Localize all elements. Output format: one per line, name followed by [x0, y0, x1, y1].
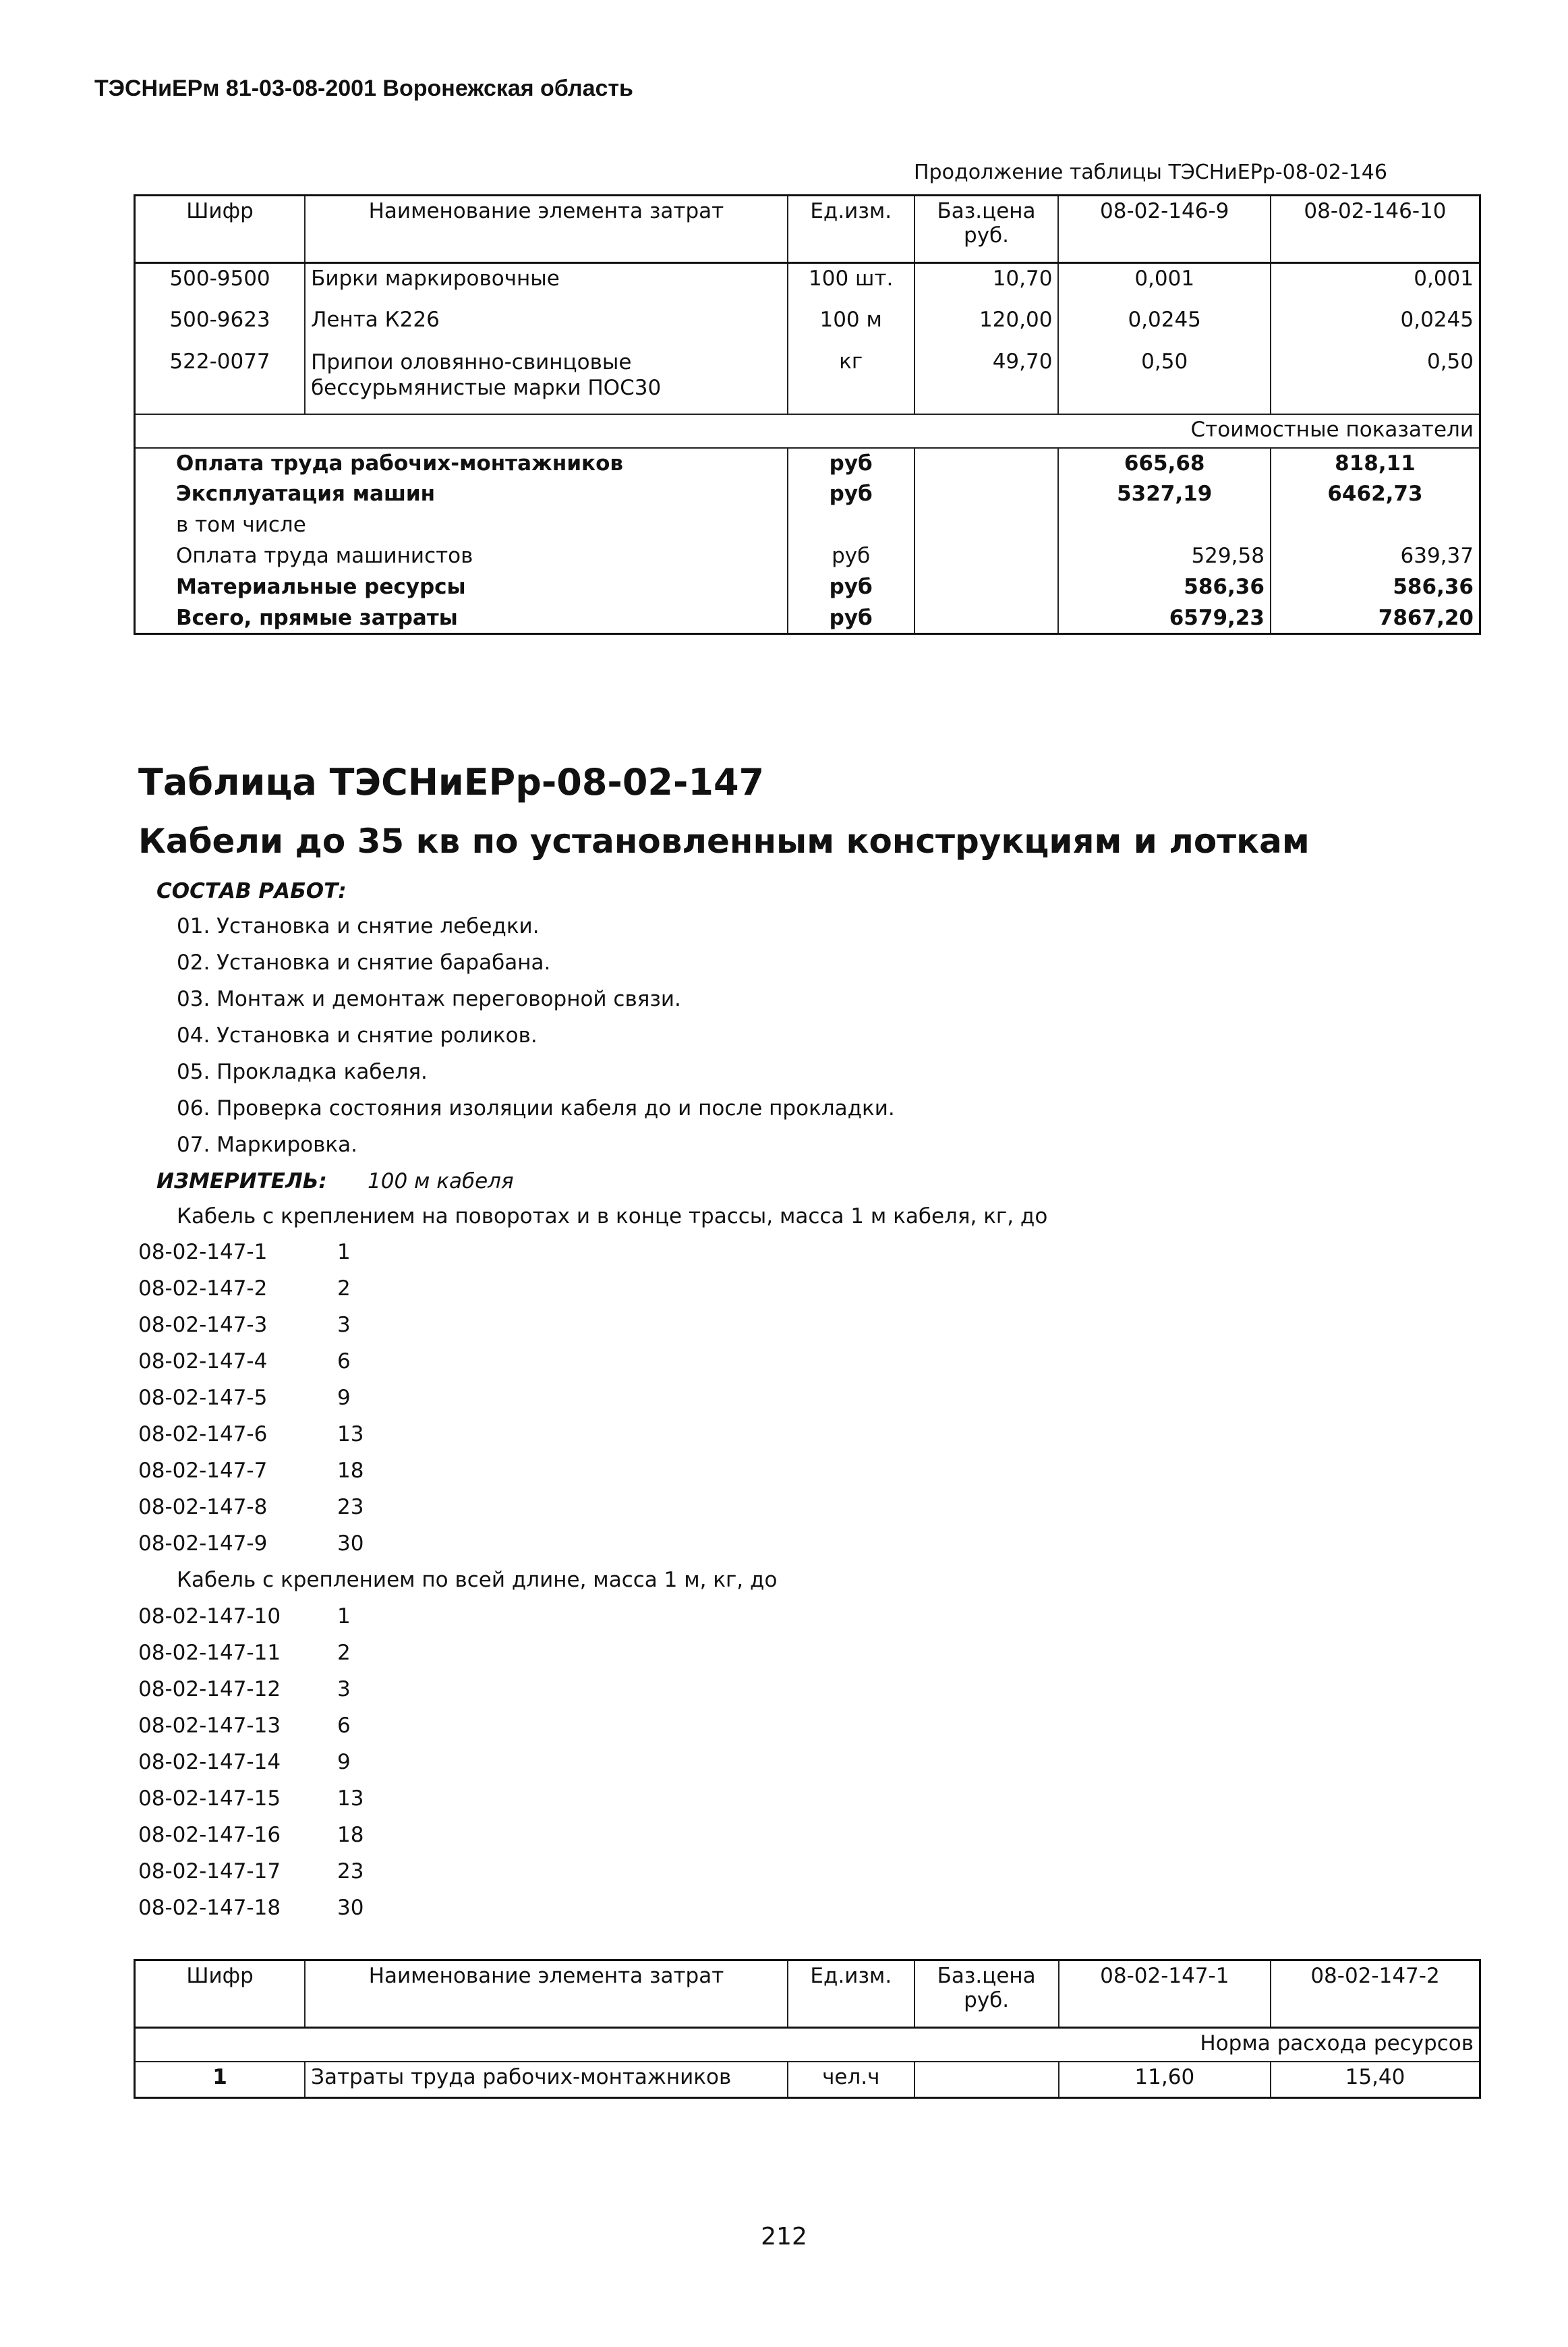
measure-label: ИЗМЕРИТЕЛЬ:: [156, 1169, 327, 1193]
cell-value: 0,001: [1271, 263, 1480, 305]
norm-code: 08-02-147-10: [138, 1604, 281, 1629]
col-header-code: Шифр: [135, 196, 306, 263]
cost-value: 665,68: [1058, 448, 1271, 479]
table-row: [135, 263, 1480, 305]
cell-code: 500-9500: [135, 263, 306, 305]
cost-unit: руб: [788, 448, 914, 479]
cost-value: 639,37: [1271, 541, 1480, 572]
cost-price-empty: [914, 541, 1059, 572]
work-item: 04. Установка и снятие роликов.: [177, 1023, 538, 1048]
norm-mass: 1: [337, 1240, 351, 1264]
norm-mass: 3: [337, 1313, 351, 1337]
work-item: 07. Маркировка.: [177, 1133, 357, 1157]
norm-code: 08-02-147-6: [138, 1422, 268, 1446]
cost-name: Оплата труда рабочих-монтажников: [135, 448, 788, 479]
cost-value: 529,58: [1058, 541, 1271, 572]
cost-row: [135, 572, 1480, 603]
work-item: 03. Монтаж и демонтаж переговорной связи.: [177, 987, 681, 1011]
page-number: 212: [761, 2223, 807, 2251]
norm-mass: 30: [337, 1531, 364, 1556]
norm-mass: 13: [337, 1786, 364, 1811]
norm-code: 08-02-147-18: [138, 1896, 281, 1920]
cost-name: Оплата труда машинистов: [135, 541, 788, 572]
cell-value: 0,0245: [1058, 305, 1271, 347]
measure-value: 100 м кабеля: [368, 1169, 514, 1193]
cost-value: 6579,23: [1058, 603, 1271, 634]
table-146-continuation: [134, 194, 1481, 635]
continuation-caption: Продолжение таблицы ТЭСНиЕРр-08-02-146: [914, 161, 1387, 184]
works-label: СОСТАВ РАБОТ:: [156, 879, 347, 903]
cell-value: 0,0245: [1271, 305, 1480, 347]
col-header-name: Наименование элемента затрат: [305, 196, 788, 263]
group2-description: Кабель с креплением по всей длине, масса 1 м, кг, до: [177, 1568, 778, 1592]
cost-value: 586,36: [1058, 572, 1271, 603]
cell-name: Затраты труда рабочих-монтажников: [305, 2062, 788, 2098]
norm-code: 08-02-147-15: [138, 1786, 281, 1811]
section-label-norm: Норма расхода ресурсов: [135, 2028, 1480, 2062]
cell-name: Припои оловянно-свинцовые бессурьмянистые марки ПОС30: [305, 347, 788, 414]
norm-mass: 9: [337, 1750, 351, 1774]
cost-name: Эксплуатация машин: [135, 479, 788, 510]
cost-value: 6462,73: [1271, 479, 1480, 510]
norm-code: 08-02-147-13: [138, 1714, 281, 1738]
cost-row: [135, 448, 1480, 479]
norm-mass: 6: [337, 1349, 351, 1374]
cost-unit: руб: [788, 541, 914, 572]
cost-price-empty: [914, 510, 1059, 541]
cell-price: 120,00: [914, 305, 1059, 347]
norm-mass: 23: [337, 1495, 364, 1519]
table-title: Таблица ТЭСНиЕРр-08-02-147: [138, 761, 765, 803]
cost-value: [1271, 510, 1480, 541]
cost-unit: [788, 510, 914, 541]
cost-row: [135, 541, 1480, 572]
table-row: [135, 2062, 1480, 2098]
norm-mass: 1: [337, 1604, 351, 1629]
norm-code: 08-02-147-11: [138, 1641, 281, 1665]
col-header-price: Баз.цена руб.: [914, 196, 1059, 263]
cell-value: 0,50: [1271, 347, 1480, 414]
table-subtitle: Кабели до 35 кв по установленным конструкциям и лоткам: [138, 822, 1310, 861]
norm-mass: 13: [337, 1422, 364, 1446]
cost-name: в том числе: [135, 510, 788, 541]
cost-name: Материальные ресурсы: [135, 572, 788, 603]
norm-mass: 6: [337, 1714, 351, 1738]
norm-mass: 30: [337, 1896, 364, 1920]
col-header-146-9: 08-02-146-9: [1058, 196, 1271, 263]
cost-value: 5327,19: [1058, 479, 1271, 510]
cost-row: [135, 510, 1480, 541]
norm-code: 08-02-147-7: [138, 1459, 268, 1483]
norm-code: 08-02-147-9: [138, 1531, 268, 1556]
norm-code: 08-02-147-1: [138, 1240, 268, 1264]
cell-code: 522-0077: [135, 347, 306, 414]
cell-value: 11,60: [1059, 2062, 1271, 2098]
norm-code: 08-02-147-16: [138, 1823, 281, 1847]
norm-mass: 3: [337, 1677, 351, 1701]
norm-code: 08-02-147-17: [138, 1859, 281, 1884]
table-row: [135, 305, 1480, 347]
cell-value: 0,001: [1058, 263, 1271, 305]
cost-price-empty: [914, 479, 1059, 510]
cell-unit: 100 шт.: [788, 263, 914, 305]
cost-price-empty: [914, 603, 1059, 634]
cell-price: 10,70: [914, 263, 1059, 305]
table-row: [135, 347, 1480, 414]
norm-code: 08-02-147-3: [138, 1313, 268, 1337]
work-item: 02. Установка и снятие барабана.: [177, 951, 551, 975]
norm-code: 08-02-147-5: [138, 1386, 268, 1410]
cost-value: 7867,20: [1271, 603, 1480, 634]
col-header-unit: Ед.изм.: [788, 1960, 914, 2028]
norm-code: 08-02-147-4: [138, 1349, 268, 1374]
norm-mass: 18: [337, 1459, 364, 1483]
cost-unit: руб: [788, 479, 914, 510]
cell-value: 0,50: [1058, 347, 1271, 414]
cost-price-empty: [914, 572, 1059, 603]
cell-unit: 100 м: [788, 305, 914, 347]
cell-code: 1: [135, 2062, 306, 2098]
cost-value: 818,11: [1271, 448, 1480, 479]
col-header-name: Наименование элемента затрат: [305, 1960, 788, 2028]
cost-unit: руб: [788, 603, 914, 634]
col-header-price: Баз.цена руб.: [914, 1960, 1059, 2028]
col-header-code: Шифр: [135, 1960, 306, 2028]
cell-name: Лента К226: [305, 305, 788, 347]
norm-code: 08-02-147-2: [138, 1276, 268, 1301]
cell-unit: кг: [788, 347, 914, 414]
norm-mass: 18: [337, 1823, 364, 1847]
cost-name: Всего, прямые затраты: [135, 603, 788, 634]
table-147-resources: [134, 1959, 1481, 2099]
norm-mass: 9: [337, 1386, 351, 1410]
cell-price: 49,70: [914, 347, 1059, 414]
col-header-147-2: 08-02-147-2: [1271, 1960, 1480, 2028]
cost-value: 586,36: [1271, 572, 1480, 603]
cost-price-empty: [914, 448, 1059, 479]
work-item: 05. Прокладка кабеля.: [177, 1060, 428, 1084]
cost-value: [1058, 510, 1271, 541]
cell-unit: чел.ч: [788, 2062, 914, 2098]
section-label-cost: Стоимостные показатели: [135, 414, 1480, 448]
cost-row: [135, 603, 1480, 634]
cell-code: 500-9623: [135, 305, 306, 347]
norm-mass: 23: [337, 1859, 364, 1884]
norm-code: 08-02-147-8: [138, 1495, 268, 1519]
col-header-146-10: 08-02-146-10: [1271, 196, 1480, 263]
cell-name: Бирки маркировочные: [305, 263, 788, 305]
document-header: ТЭСНиЕРм 81-03-08-2001 Воронежская область: [94, 76, 633, 101]
cost-unit: руб: [788, 572, 914, 603]
work-item: 01. Установка и снятие лебедки.: [177, 914, 540, 938]
group1-description: Кабель с креплением на поворотах и в конце трассы, масса 1 м кабеля, кг, до: [177, 1204, 1048, 1228]
cost-row: [135, 479, 1480, 510]
norm-code: 08-02-147-12: [138, 1677, 281, 1701]
norm-mass: 2: [337, 1276, 351, 1301]
col-header-147-1: 08-02-147-1: [1059, 1960, 1271, 2028]
cell-price: [914, 2062, 1059, 2098]
cell-value: 15,40: [1271, 2062, 1480, 2098]
work-item: 06. Проверка состояния изоляции кабеля до и после прокладки.: [177, 1096, 895, 1121]
norm-mass: 2: [337, 1641, 351, 1665]
norm-code: 08-02-147-14: [138, 1750, 281, 1774]
col-header-unit: Ед.изм.: [788, 196, 914, 263]
